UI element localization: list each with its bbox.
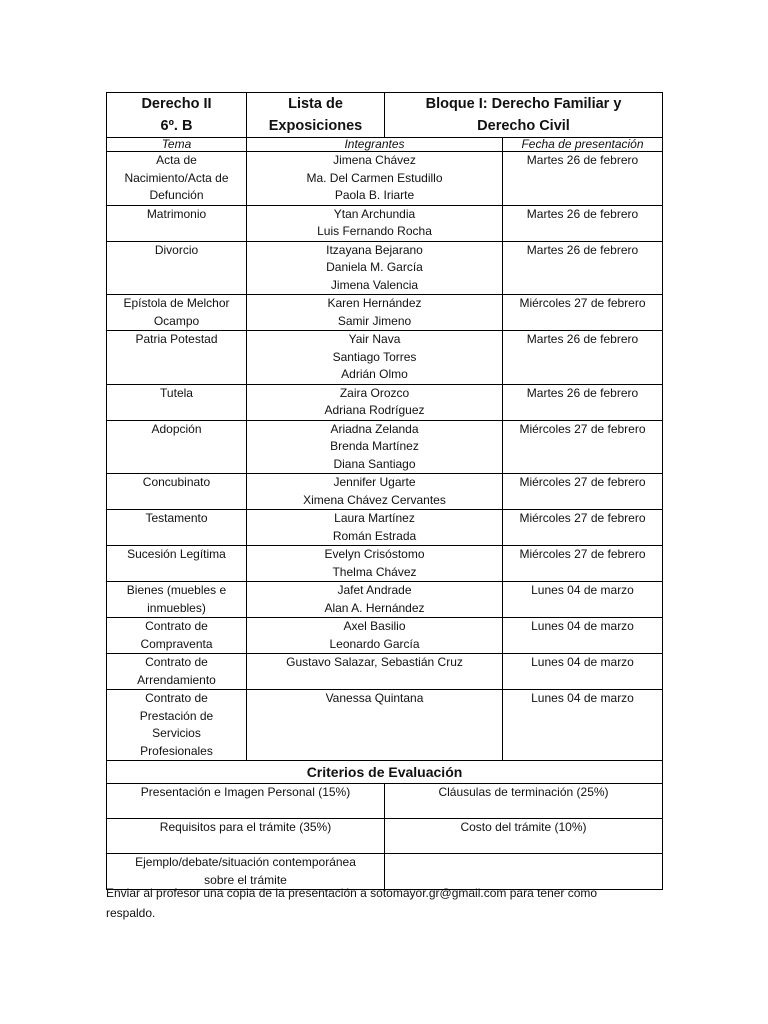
date-cell: Martes 26 de febrero bbox=[503, 241, 663, 295]
header-row bbox=[107, 93, 663, 138]
member-name: Ytan Archundia bbox=[333, 206, 416, 221]
table-row bbox=[107, 654, 663, 690]
table-row bbox=[107, 241, 663, 295]
members-cell bbox=[247, 474, 503, 510]
member-name: Samir Jimeno bbox=[337, 313, 412, 328]
topic-text: Contrato de bbox=[145, 691, 208, 705]
topic-cell bbox=[107, 690, 247, 761]
members-cell bbox=[247, 152, 503, 206]
date-cell: Martes 26 de febrero bbox=[503, 152, 663, 206]
topic-cell bbox=[107, 546, 247, 582]
criteria-row bbox=[107, 819, 663, 854]
member-name: Román Estrada bbox=[332, 528, 417, 543]
member-name: Ximena Chávez Cervantes bbox=[303, 492, 446, 507]
criteria-title: Criterios de Evaluación bbox=[107, 761, 663, 784]
members-cell bbox=[247, 546, 503, 582]
member-name: Luis Fernando Rocha bbox=[317, 224, 432, 238]
topic-text: Adopción bbox=[151, 421, 202, 436]
course-group: 6º. B bbox=[160, 118, 193, 134]
topic-text: Patria Potestad bbox=[135, 332, 218, 346]
column-header-row bbox=[107, 138, 663, 152]
topic-text: Divorcio bbox=[154, 242, 199, 257]
criteria-text: Costo del trámite (10%) bbox=[460, 820, 587, 834]
topic-cell bbox=[107, 295, 247, 331]
exposition-sheet bbox=[106, 92, 662, 890]
members-cell bbox=[247, 420, 503, 474]
table-row bbox=[107, 295, 663, 331]
topic-text: Testamento bbox=[145, 511, 208, 525]
member-name: Karen Hernández bbox=[327, 296, 422, 310]
date-cell: Miércoles 27 de febrero bbox=[503, 295, 663, 331]
date-cell: Martes 26 de febrero bbox=[503, 205, 663, 241]
topic-cell bbox=[107, 654, 247, 690]
column-header-date: Fecha de presentación bbox=[503, 138, 663, 152]
block-title-line1: Bloque I: Derecho Familiar y bbox=[425, 96, 622, 112]
date-cell: Miércoles 27 de febrero bbox=[503, 474, 663, 510]
table-row bbox=[107, 205, 663, 241]
member-name: Daniela M. García bbox=[326, 260, 423, 274]
course-cell bbox=[107, 93, 247, 138]
member-name: Jimena Chávez bbox=[333, 153, 416, 167]
exposition-table bbox=[106, 92, 663, 890]
table-row bbox=[107, 546, 663, 582]
date-cell: Martes 26 de febrero bbox=[503, 331, 663, 385]
members-cell bbox=[247, 690, 503, 761]
table-row bbox=[107, 331, 663, 385]
criteria-text: Presentación e Imagen Personal (15%) bbox=[140, 785, 351, 799]
criteria-text: Ejemplo/debate/situación contemporánea bbox=[135, 855, 356, 869]
date-cell: Miércoles 27 de febrero bbox=[503, 420, 663, 474]
topic-text: Matrimonio bbox=[146, 206, 207, 221]
topic-cell bbox=[107, 152, 247, 206]
topic-text: Epístola de Melchor bbox=[123, 296, 230, 310]
members-cell bbox=[247, 205, 503, 241]
column-header-members: Integrantes bbox=[247, 138, 503, 152]
member-name: Santiago Torres bbox=[332, 349, 417, 364]
topic-text: Ocampo bbox=[153, 313, 200, 328]
criteria-row bbox=[107, 784, 663, 819]
footer-note-line1: Enviar al profesor una copia de la presentación a sotomayor.gr@gmail.com para tener como bbox=[106, 886, 598, 900]
members-cell bbox=[247, 295, 503, 331]
column-header-topic: Tema bbox=[107, 138, 247, 152]
member-name: Alan A. Hernández bbox=[324, 600, 425, 615]
topic-text: Compraventa bbox=[140, 636, 213, 651]
topic-text: Profesionales bbox=[140, 743, 213, 758]
footer-note-line2: respaldo. bbox=[106, 906, 156, 920]
table-row bbox=[107, 420, 663, 474]
criteria-cell bbox=[107, 784, 385, 819]
date-cell: Lunes 04 de marzo bbox=[503, 690, 663, 761]
member-name: Evelyn Crisóstomo bbox=[324, 547, 425, 561]
table-row bbox=[107, 474, 663, 510]
table-row bbox=[107, 510, 663, 546]
block-title-line2: Derecho Civil bbox=[477, 118, 570, 134]
topic-cell bbox=[107, 420, 247, 474]
block-cell bbox=[385, 93, 663, 138]
topic-cell bbox=[107, 241, 247, 295]
topic-cell bbox=[107, 582, 247, 618]
topic-text: Concubinato bbox=[142, 475, 211, 489]
member-name: Gustavo Salazar, Sebastián Cruz bbox=[286, 655, 463, 669]
topic-text: Acta de bbox=[156, 153, 197, 167]
member-name: Thelma Chávez bbox=[332, 564, 417, 579]
member-name: Diana Santiago bbox=[333, 456, 416, 471]
topic-cell bbox=[107, 618, 247, 654]
topic-cell bbox=[107, 205, 247, 241]
member-name: Laura Martínez bbox=[334, 511, 415, 525]
footer-note bbox=[106, 883, 666, 923]
member-name: Yair Nava bbox=[348, 332, 401, 346]
date-cell: Miércoles 27 de febrero bbox=[503, 510, 663, 546]
criteria-grid bbox=[107, 784, 663, 890]
topic-cell bbox=[107, 474, 247, 510]
date-cell: Martes 26 de febrero bbox=[503, 384, 663, 420]
topic-text: Tutela bbox=[160, 385, 193, 400]
member-name: Vanessa Quintana bbox=[325, 691, 424, 705]
topic-rows bbox=[107, 152, 663, 761]
topic-text: Contrato de bbox=[145, 655, 208, 669]
criteria-text: sobre el trámite bbox=[204, 872, 287, 887]
course-name: Derecho II bbox=[141, 96, 212, 112]
topic-cell bbox=[107, 510, 247, 546]
criteria-title-row bbox=[107, 761, 663, 784]
table-row bbox=[107, 384, 663, 420]
topic-text: inmuebles) bbox=[147, 600, 206, 615]
member-name: Adrián Olmo bbox=[341, 367, 408, 381]
topic-text: Nacimiento/Acta de bbox=[124, 170, 229, 185]
date-cell: Lunes 04 de marzo bbox=[503, 618, 663, 654]
date-cell: Lunes 04 de marzo bbox=[503, 582, 663, 618]
table-row bbox=[107, 618, 663, 654]
topic-text: Arrendamiento bbox=[137, 672, 216, 687]
date-cell: Miércoles 27 de febrero bbox=[503, 546, 663, 582]
topic-text: Sucesión Legítima bbox=[127, 547, 226, 561]
member-name: Jimena Valencia bbox=[330, 277, 419, 292]
members-cell bbox=[247, 654, 503, 690]
members-cell bbox=[247, 384, 503, 420]
topic-text: Servicios bbox=[152, 726, 201, 740]
member-name: Jafet Andrade bbox=[337, 583, 412, 597]
criteria-cell bbox=[385, 784, 663, 819]
criteria-text: Requisitos para el trámite (35%) bbox=[159, 820, 332, 834]
date-cell: Lunes 04 de marzo bbox=[503, 654, 663, 690]
topic-text: Prestación de bbox=[139, 708, 214, 723]
table-row bbox=[107, 582, 663, 618]
criteria-cell bbox=[107, 819, 385, 854]
member-name: Itzayana Bejarano bbox=[326, 242, 423, 257]
list-title-line1: Lista de bbox=[288, 96, 343, 112]
member-name: Ma. Del Carmen Estudillo bbox=[306, 170, 443, 185]
criteria-cell bbox=[385, 819, 663, 854]
members-cell bbox=[247, 582, 503, 618]
topic-text: Bienes (muebles e bbox=[126, 583, 227, 597]
table-row bbox=[107, 152, 663, 206]
topic-cell bbox=[107, 331, 247, 385]
members-cell bbox=[247, 510, 503, 546]
member-name: Axel Basilio bbox=[343, 619, 406, 633]
member-name: Zaira Orozco bbox=[339, 385, 410, 400]
member-name: Paola B. Iriarte bbox=[334, 188, 415, 202]
topic-cell bbox=[107, 384, 247, 420]
members-cell bbox=[247, 618, 503, 654]
list-title-line2: Exposiciones bbox=[268, 118, 363, 134]
members-cell bbox=[247, 241, 503, 295]
topic-text: Defunción bbox=[149, 188, 204, 202]
criteria-text: Cláusulas de terminación (25%) bbox=[438, 785, 609, 799]
member-name: Leonardo García bbox=[329, 636, 420, 651]
topic-text: Contrato de bbox=[145, 619, 208, 633]
table-row bbox=[107, 690, 663, 761]
members-cell bbox=[247, 331, 503, 385]
member-name: Jennifer Ugarte bbox=[333, 475, 416, 489]
member-name: Ariadna Zelanda bbox=[330, 421, 419, 436]
member-name: Brenda Martínez bbox=[330, 439, 419, 453]
list-title-cell bbox=[247, 93, 385, 138]
member-name: Adriana Rodríguez bbox=[324, 403, 425, 417]
